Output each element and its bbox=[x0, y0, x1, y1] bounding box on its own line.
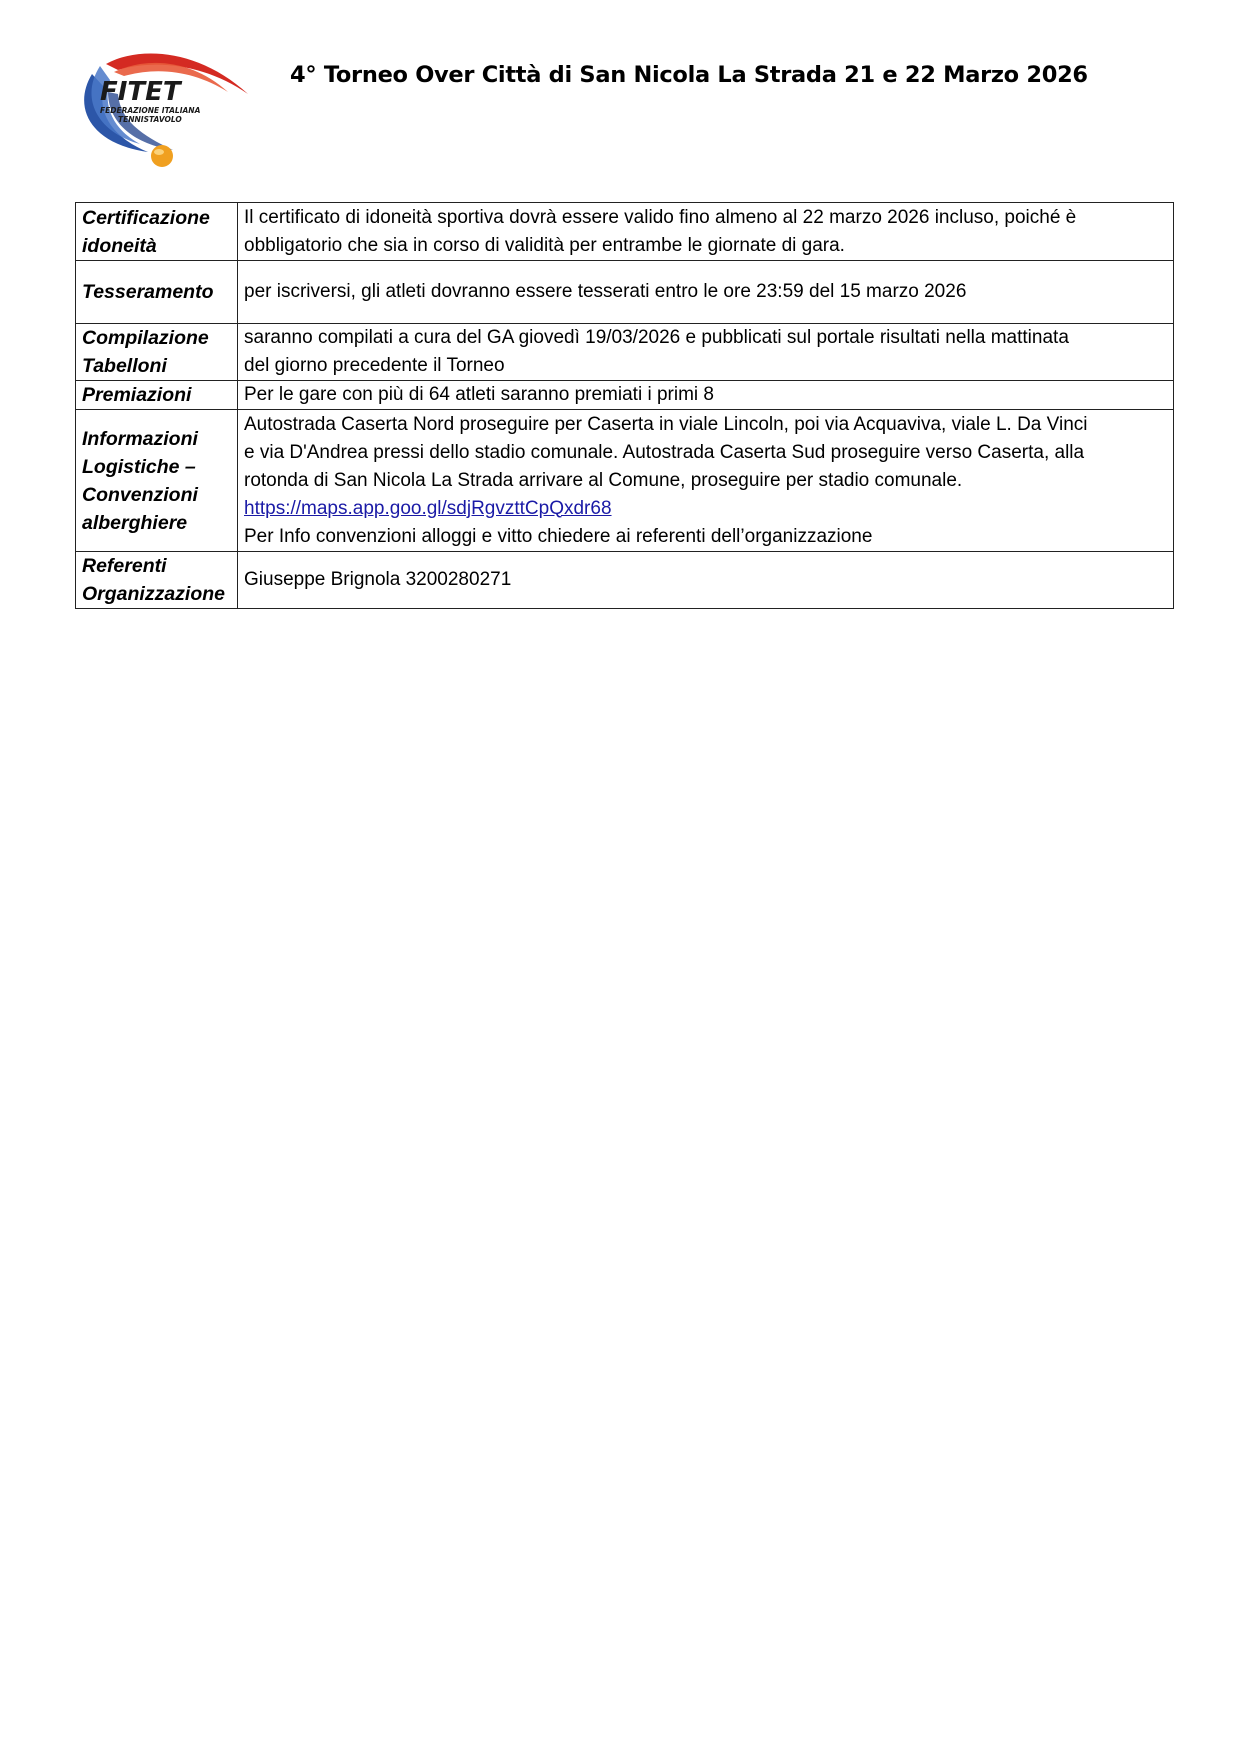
row-value: Giuseppe Brignola 3200280271 bbox=[238, 552, 1174, 609]
table-row-premiazioni bbox=[76, 381, 1174, 410]
table-row-informazioni bbox=[76, 410, 1174, 552]
table-row-compilazione bbox=[76, 324, 1174, 381]
row-value: Autostrada Caserta Nord proseguire per Caserta in viale Lincoln, poi via Acquaviva, viale L. Da Vinci e via D'Andrea pressi dello stadio comunale. Autostrada Caserta Sud proseguire verso Caserta, alla rotonda di San Nicola La Strada arrivare al Comune, proseguire per stadio comunale. https://maps.app.goo.gl/sdjRgvzttCpQxdr68 Per Info convenzioni alloggi e vitto chiedere ai referenti dell’organizzazione bbox=[238, 410, 1174, 552]
fitet-logo bbox=[78, 52, 253, 172]
info-table bbox=[75, 202, 1174, 609]
table-row-referenti bbox=[76, 552, 1174, 609]
page-title: 4° Torneo Over Città di San Nicola La Strada 21 e 22 Marzo 2026 bbox=[290, 62, 1088, 88]
row-label: Premiazioni bbox=[76, 381, 238, 410]
row-label: Referenti Organizzazione bbox=[76, 552, 238, 609]
logo-subtitle-1: FEDERAZIONE ITALIANA bbox=[100, 106, 201, 115]
table-row-tesseramento bbox=[76, 261, 1174, 324]
row-value: saranno compilati a cura del GA giovedì 19/03/2026 e pubblicati sul portale risultati nella mattinata del giorno precedente il Torneo bbox=[238, 324, 1174, 381]
row-label: Tesseramento bbox=[76, 261, 238, 324]
row-value: per iscriversi, gli atleti dovranno essere tesserati entro le ore 23:59 del 15 marzo 2026 bbox=[238, 261, 1174, 324]
fitet-logo-graphic bbox=[78, 52, 253, 172]
maps-link[interactable]: https://maps.app.goo.gl/sdjRgvzttCpQxdr68 bbox=[244, 497, 612, 519]
row-value: Il certificato di idoneità sportiva dovrà essere valido fino almeno al 22 marzo 2026 incluso, poiché è obbligatorio che sia in corso di validità per entrambe le giornate di gara. bbox=[238, 203, 1174, 261]
row-label: Compilazione Tabelloni bbox=[76, 324, 238, 381]
row-label: Certificazione idoneità bbox=[76, 203, 238, 261]
row-label: Informazioni Logistiche – Convenzioni alberghiere bbox=[76, 410, 238, 552]
logo-wordmark: FITET bbox=[100, 77, 181, 107]
table-row-certificazione bbox=[76, 203, 1174, 261]
logo-subtitle-2: TENNISTAVOLO bbox=[118, 115, 182, 124]
row-value: Per le gare con più di 64 atleti saranno premiati i primi 8 bbox=[238, 381, 1174, 410]
